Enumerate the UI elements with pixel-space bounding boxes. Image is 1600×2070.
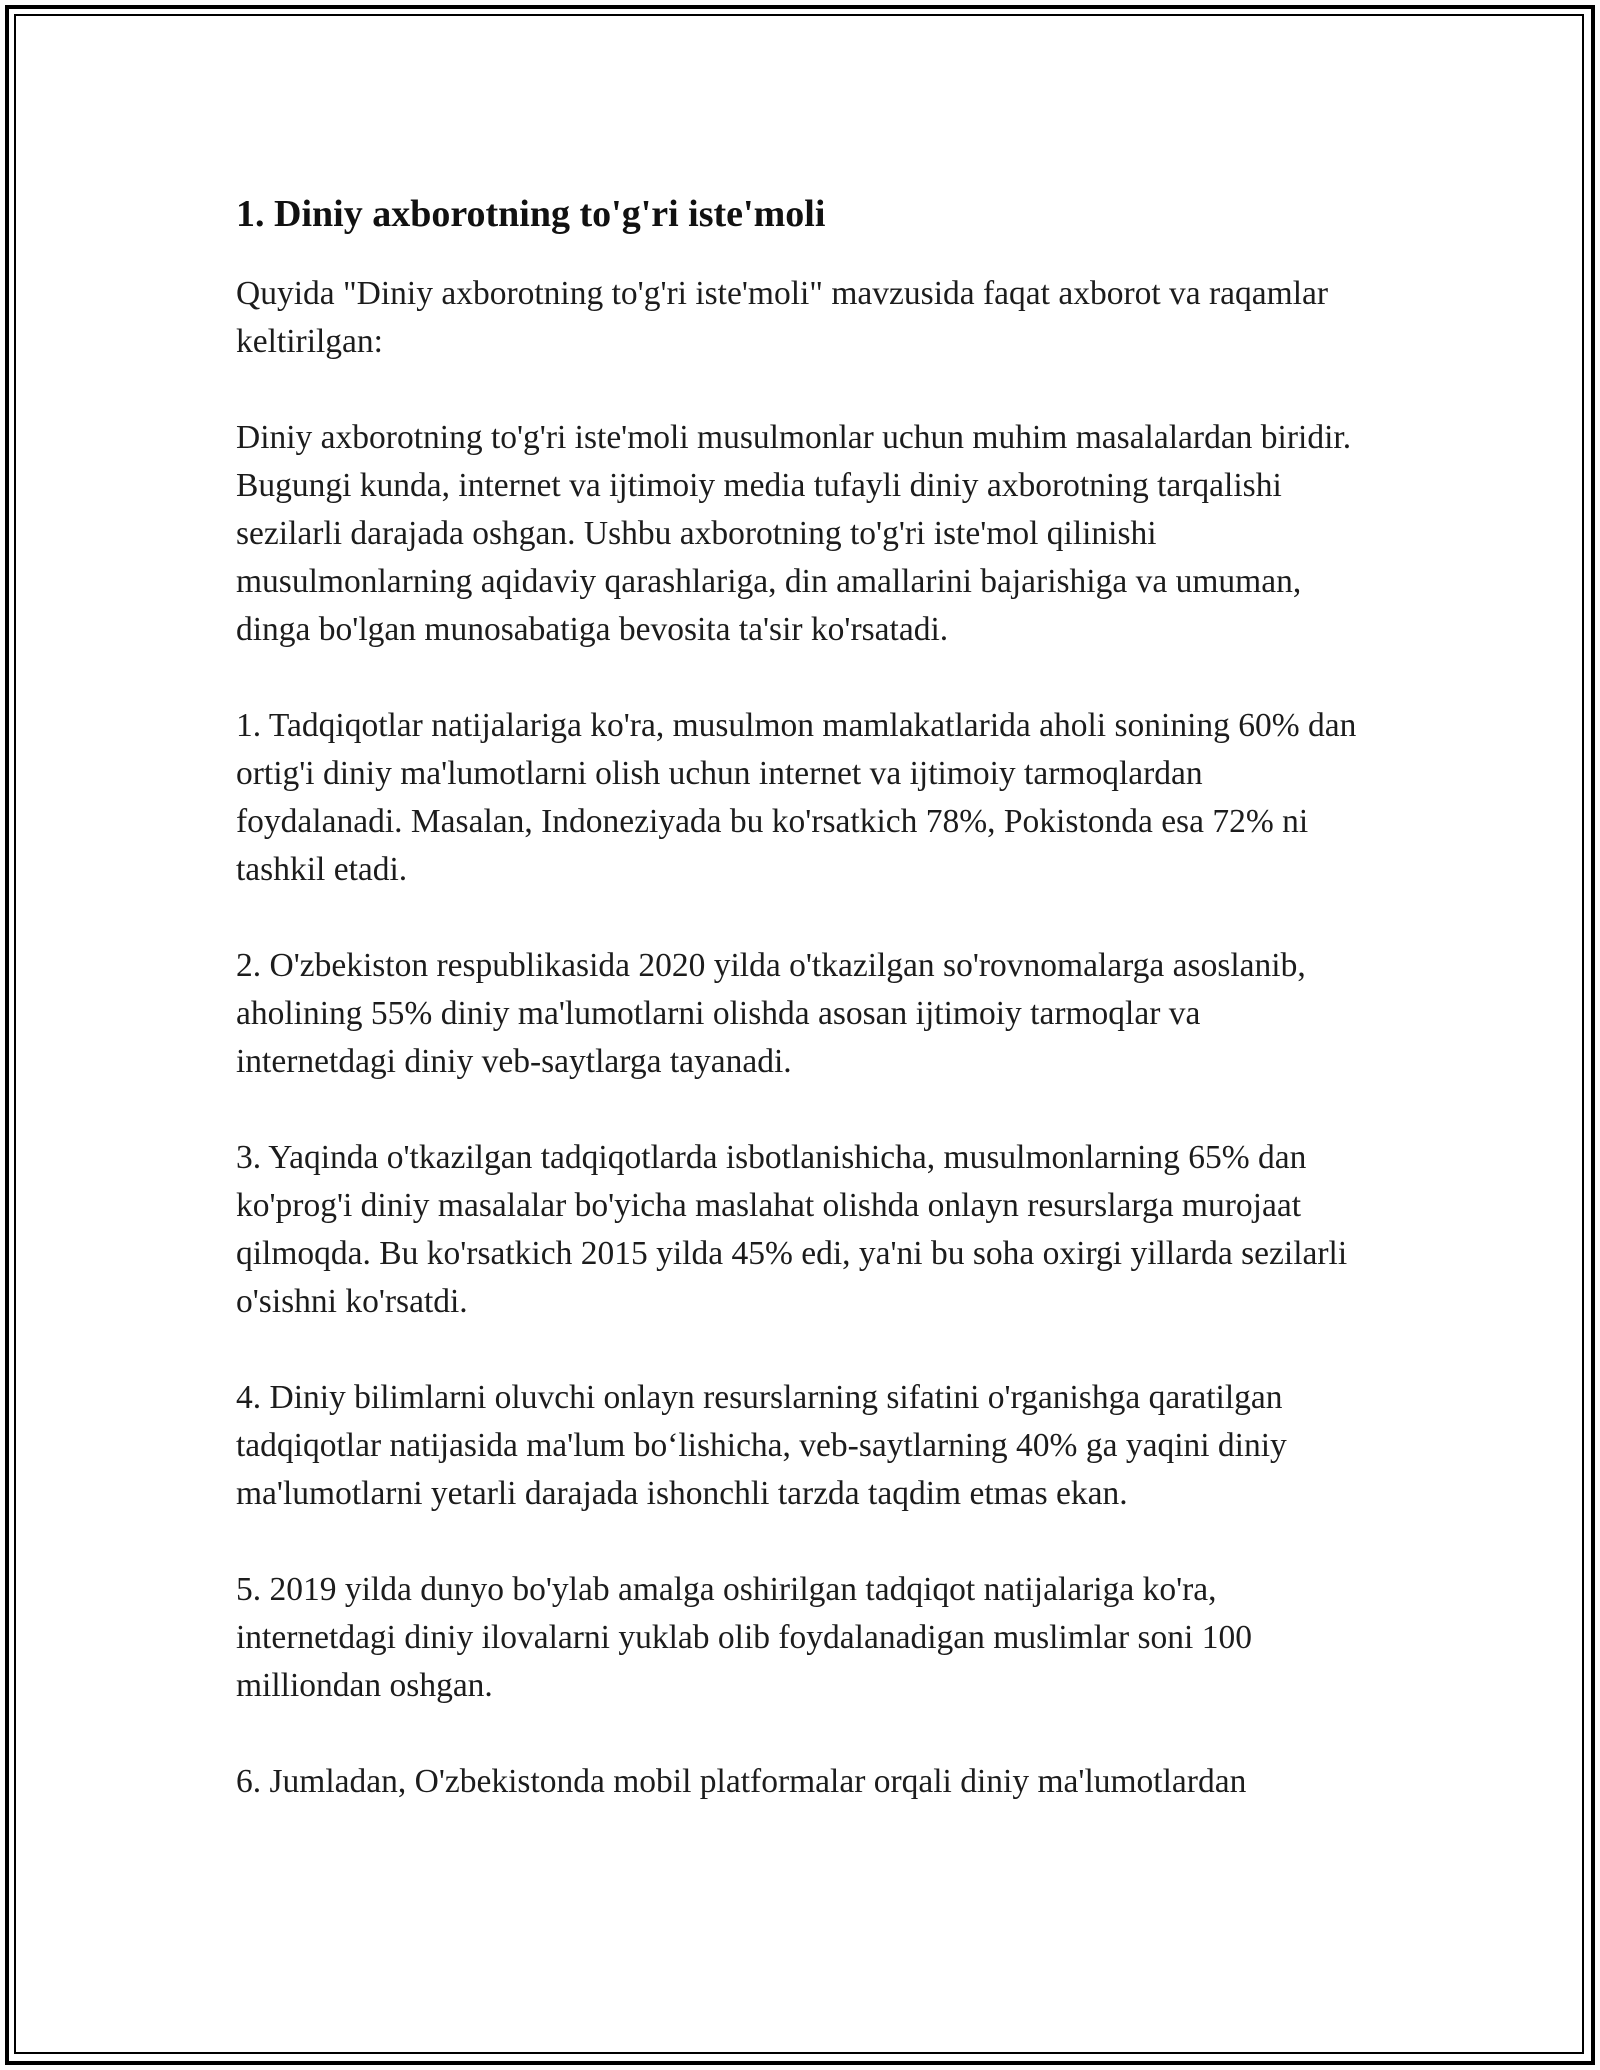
paragraph-overview: Diniy axborotning to'g'ri iste'moli musulmonlar uchun muhim masalalardan biridir. Bugungi kunda, internet va ijtimoiy media tufayli diniy axborotning tarqalishi sezilarli darajada oshgan. Ushbu axborotning to'g'ri iste'mol qilinishi musulmonlarning aqidaviy qarashlariga, din amallarini bajarishiga va umuman, dinga bo'lgan munosabatiga bevosita ta'sir ko'rsatadi. bbox=[236, 419, 1352, 648]
paragraph-point-1: 1. Tadqiqotlar natijalariga ko'ra, musulmon mamlakatlarida aholi sonining 60% dan ortig'i diniy ma'lumotlarni olish uchun internet va ijtimoiy tarmoqlardan foydalanadi. Masalan, Indoneziyada bu ko'rsatkich 78%, Pokistonda esa 72% ni tashkil etadi. bbox=[236, 707, 1357, 888]
paragraph-point-3: 3. Yaqinda o'tkazilgan tadqiqotlarda isbotlanishicha, musulmonlarning 65% dan ko'prog'i diniy masalalar bo'yicha maslahat olishda onlayn resurslarga murojaat qilmoqda. Bu ko'rsatkich 2015 yilda 45% edi, ya'ni bu soha oxirgi yillarda sezilarli o'sishni ko'rsatdi. bbox=[236, 1139, 1348, 1320]
paragraph-point-6: 6. Jumladan, O'zbekistonda mobil platformalar orqali diniy ma'lumotlardan bbox=[236, 1763, 1247, 1800]
paragraph-point-5: 5. 2019 yilda dunyo bo'ylab amalga oshirilgan tadqiqot natijalariga ko'ra, internetdagi diniy ilovalarni yuklab olib foydalanadigan muslimlar soni 100 milliondan oshgan. bbox=[236, 1571, 1252, 1704]
document-title: 1. Diniy axborotning to'g'ri iste'moli bbox=[236, 193, 826, 235]
paragraph-point-4: 4. Diniy bilimlarni oluvchi onlayn resurslarning sifatini o'rganishga qaratilgan tadqiqotlar natijasida ma'lum bo‘lishicha, veb-saytlarning 40% ga yaqini diniy ma'lumotlarni yetarli darajada ishonchli tarzda taqdim etmas ekan. bbox=[236, 1379, 1287, 1512]
document-body bbox=[236, 186, 1366, 1854]
paragraph-point-2: 2. O'zbekiston respublikasida 2020 yilda o'tkazilgan so'rovnomalarga asoslanib, aholining 55% diniy ma'lumotlarni olishda asosan ijtimoiy tarmoqlar va internetdagi diniy veb-saytlarga tayanadi. bbox=[236, 947, 1306, 1080]
intro-paragraph: Quyida "Diniy axborotning to'g'ri iste'moli" mavzusida faqat axborot va raqamlar keltirilgan: bbox=[236, 275, 1329, 360]
